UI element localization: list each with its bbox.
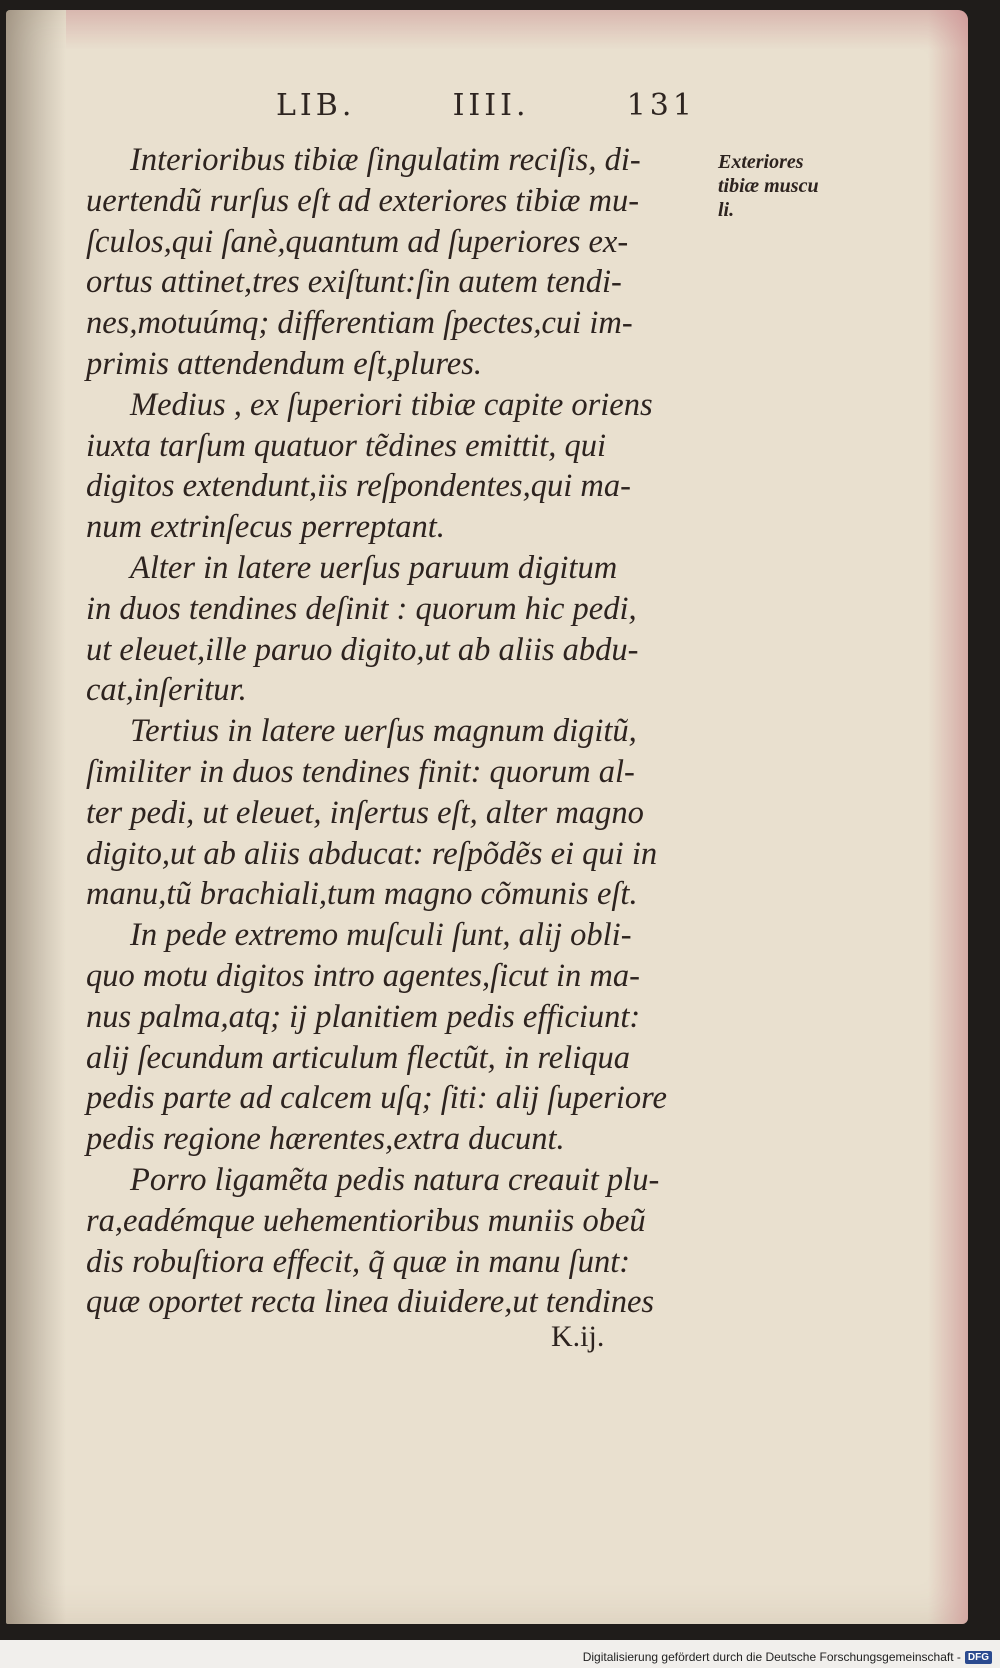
text-line: In pede extremo muſculi ſunt, alij obli- [130, 917, 632, 954]
running-head [276, 88, 696, 123]
text-line: Porro ligamẽta pedis natura creauit plu- [130, 1161, 660, 1198]
edge-stain [928, 10, 968, 1624]
gutter-shadow [6, 10, 66, 1624]
text-line: ſculos,qui ſanè,quantum ad ſuperiores ex- [86, 223, 629, 260]
marginal-note-line: li. [718, 199, 735, 221]
text-line: ut eleuet,ille paruo digito,ut ab aliis abdu- [86, 631, 639, 668]
text-line: quo motu digitos intro agentes,ſicut in ma- [86, 957, 640, 994]
text-line: Tertius in latere uerſus magnum digitũ, [130, 713, 637, 750]
text-line: digitos extendunt,iis reſpondentes,qui ma- [86, 468, 631, 505]
text-line: ra,eadémque uehementioribus muniis obeũ [86, 1202, 646, 1239]
text-line: iuxta tarſum quatuor tẽdines emittit, qui [86, 427, 606, 464]
text-line: cat,inſeritur. [86, 672, 247, 709]
text-line: digito,ut ab aliis abducat: reſpõdẽs ei qui in [86, 835, 658, 872]
dfg-logo: DFG [965, 1651, 992, 1664]
book-page [6, 10, 968, 1624]
digitization-credit [583, 1650, 992, 1664]
credit-text: Digitalisierung gefördert durch die Deutsche Forschungsgemeinschaft - [582, 1650, 961, 1664]
folio-number: 131 [626, 88, 696, 123]
text-line: pedis parte ad calcem uſq; ſiti: alij ſuperiore [86, 1080, 667, 1117]
text-line: primis attendendum eſt,plures. [86, 345, 482, 382]
text-line: uertendũ rurſus eſt ad exteriores tibiæ mu- [86, 182, 640, 219]
text-line: alij ſecundum articulum flectũt, in reliqua [86, 1039, 630, 1076]
text-line: pedis regione hærentes,extra ducunt. [86, 1121, 565, 1158]
text-line: nes,motuúmq; differentiam ſpectes,cui im- [86, 305, 633, 342]
text-line: quæ oportet recta linea diuidere,ut tendines [86, 1284, 655, 1321]
text-line: ortus attinet,tres exiſtunt:ſin autem tendi- [86, 264, 622, 301]
running-head-number: IIII. [452, 88, 530, 123]
text-line: nus palma,atq; ij planitiem pedis efficiunt: [86, 998, 641, 1035]
text-line: Medius , ex ſuperiori tibiæ capite oriens [130, 386, 653, 423]
body-text [86, 140, 726, 1323]
text-line: in duos tendines deſinit : quorum hic pedi, [86, 590, 637, 627]
text-line: ſimiliter in duos tendines finit: quorum al- [86, 753, 635, 790]
text-line: num extrinſecus perreptant. [86, 509, 445, 546]
text-line: Interioribus tibiæ ſingulatim reciſis, di- [130, 142, 641, 178]
top-stain [66, 10, 968, 50]
running-head-book: LIB. [276, 88, 356, 123]
text-line: Alter in latere uerſus paruum digitum [130, 549, 618, 586]
text-line: ter pedi, ut eleuet, inſertus eſt, alter magno [86, 794, 644, 831]
text-line: dis robuſtiora effecit, q̃ quæ in manu ſunt: [86, 1243, 631, 1280]
marginal-note [718, 150, 858, 222]
marginal-note-line: Exteriores [718, 151, 804, 173]
marginal-note-line: tibiæ muscu [718, 175, 819, 197]
text-line: manu,tũ brachiali,tum magno cõmunis eſt. [86, 876, 638, 913]
signature-mark: K.ij. [551, 1320, 605, 1353]
